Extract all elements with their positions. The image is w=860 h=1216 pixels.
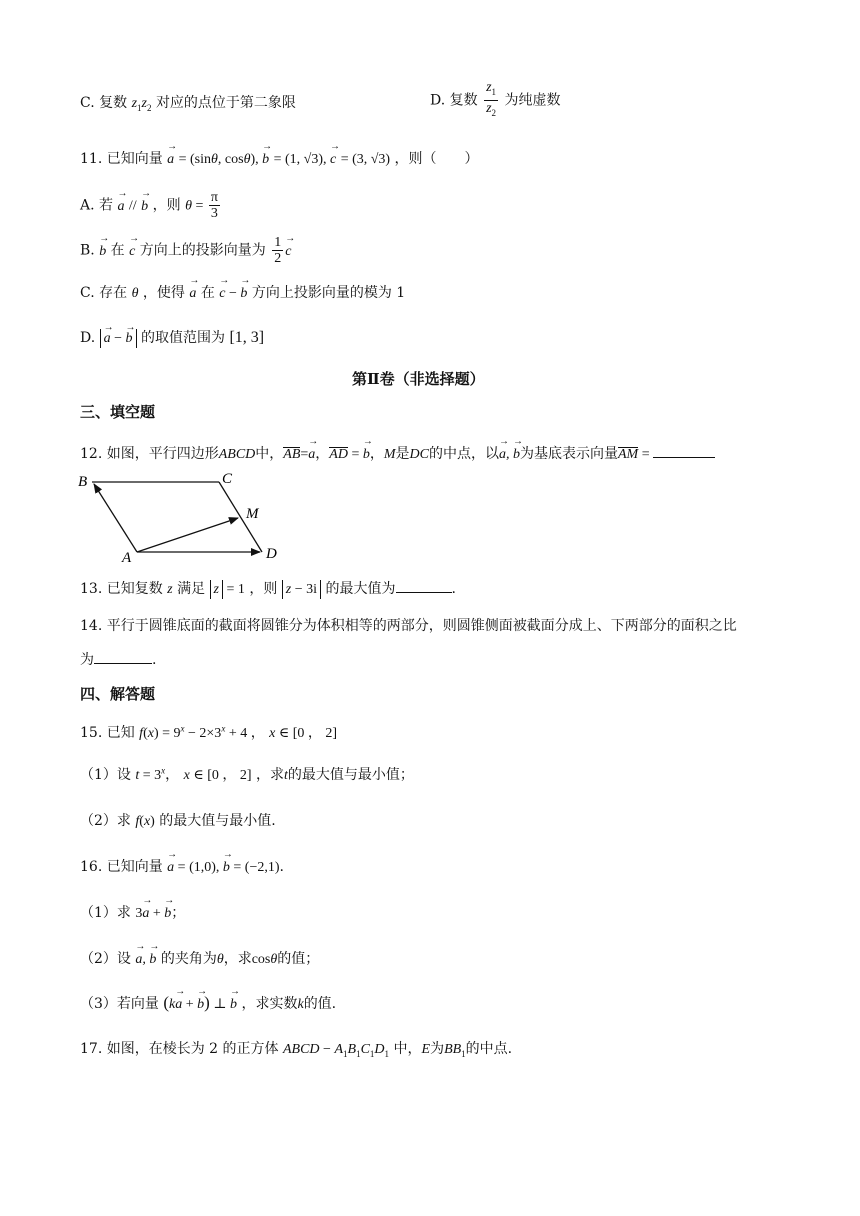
q12-stem: 12. 如图，平行四边形ABCD中，AB=→ a，AD = → b，M是DC的中点，以→ a, → b为基底表示向量AM = <box>80 443 715 463</box>
q15-stem: 15. 已知 $f(x) = 9^x - 2\times 3^x + 4$ ， x ∈ [0 ， 2] <box>80 723 338 741</box>
q11-option-c: C. 存在 θ ，使得 → a 在 → c − → b 方向上投影向量的模为 1 <box>80 282 405 302</box>
parallelogram-figure <box>72 466 292 566</box>
q11-option-b: B. → b 在 → c 方向上的投影向量为 $\frac{1}{2}$ → c <box>80 235 291 266</box>
heading-answer: 四、解答题 <box>80 685 156 703</box>
q16-part1: （1）求 3→ a + → b； <box>80 902 185 922</box>
label-a: A <box>122 550 132 566</box>
q13-stem: 13. 已知复数 z 满足 z = 1 ，则 z − 3i 的最大值为 . <box>80 581 456 597</box>
q10-option-c: C. 复数 $z_1z_2$ 对应的点位于第二象限 <box>80 95 296 113</box>
q14-line2: 为 . <box>80 652 157 668</box>
q16-stem: 16. 已知向量 → a = (1,0), → b = (−2,1). <box>80 856 284 876</box>
q11-option-d: D. → a − → b 的取值范围为 [1, 3] <box>80 327 264 348</box>
q10-option-d: D. 复数 $\frac{z_1}{z_2}$ 为纯虚数 <box>430 80 561 118</box>
label-c: C <box>222 471 233 487</box>
q15-part1: （1）设 $t = 3^x$， x ∈ [0 ， 2] ，求t的最大值与最小值； <box>80 765 414 783</box>
label-b: B <box>78 474 88 490</box>
vector-am <box>137 518 238 552</box>
q15-part2: （2）求 f(x) 的最大值与最小值. <box>80 813 276 829</box>
label-d: D <box>266 546 277 562</box>
q17-stem: 17. 如图，在棱长为 2 的正方体 ABCD − $A_1B_1C_1D_1$ 中，E为$BB_1$的中点. <box>80 1041 513 1059</box>
heading-fill-in: 三、填空题 <box>80 403 156 421</box>
section-2-title: 第Ⅱ卷（非选择题） <box>352 370 485 388</box>
q11-stem: 11. 已知向量 → a = (sinθ, cosθ), → b = (1, √3), → c = (3, √3) ，则（ ） <box>80 148 479 168</box>
q11-option-a: A. 若 → a // → b ，则 θ = $\frac{\pi}{3}$ <box>80 190 222 221</box>
label-m: M <box>246 506 259 522</box>
q16-part2: （2）设 → a, → b 的夹角为θ，求cosθ的值； <box>80 948 319 968</box>
vector-ab <box>94 484 137 552</box>
q16-part3: （3）若向量 (k→ a + → b) ⊥ → b ，求实数k的值. <box>80 993 336 1013</box>
q14-line1: 14. 平行于圆锥底面的截面将圆锥分为体积相等的两部分，则圆锥侧面被截面分成上、下两部分的面积之比 <box>80 618 737 634</box>
